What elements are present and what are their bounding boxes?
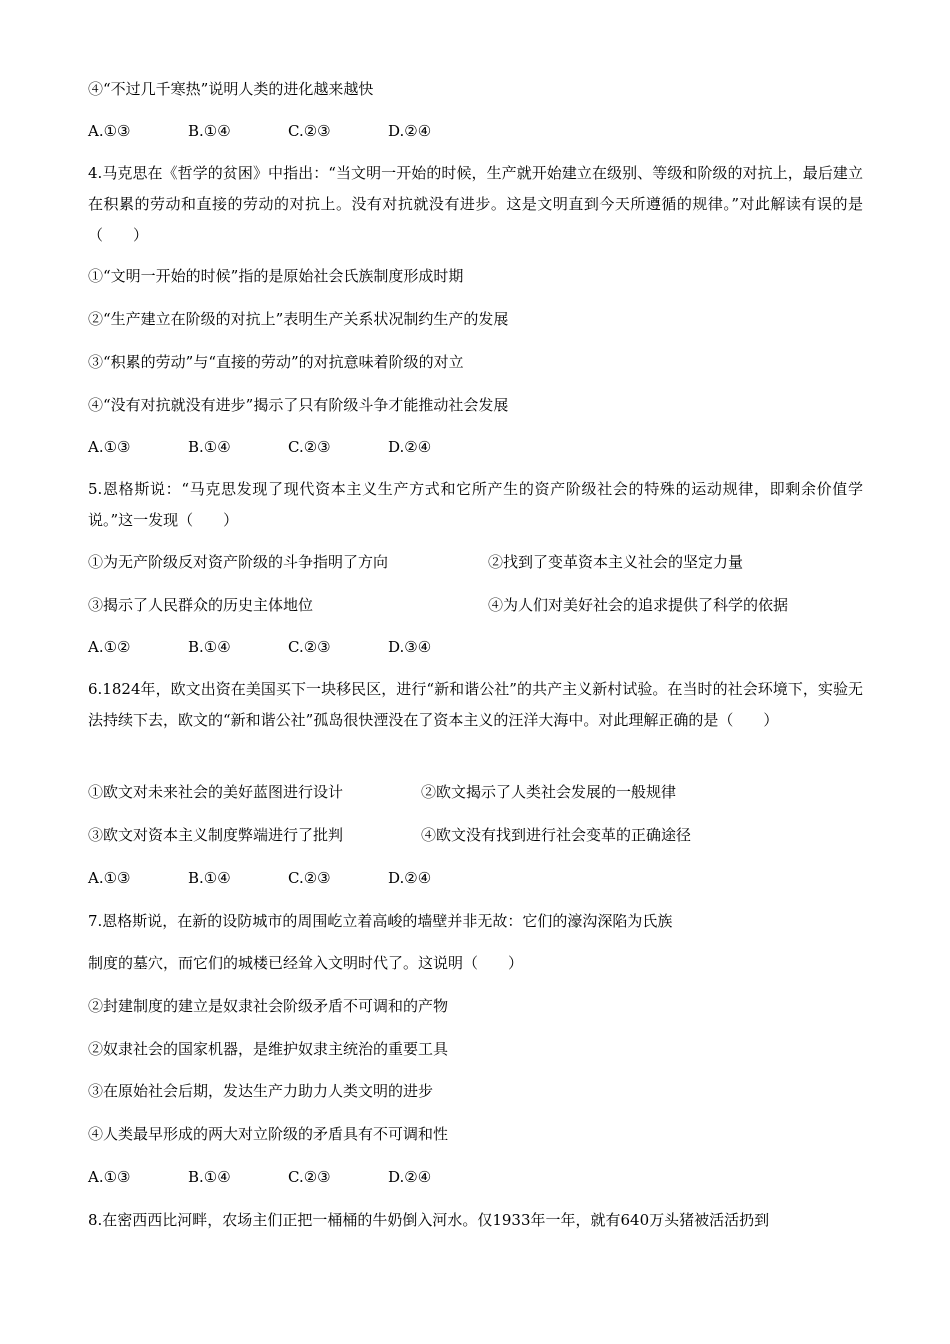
statement-right: ②找到了变革资本主义社会的坚定力量 xyxy=(488,553,744,571)
question-7-line-2: 制度的墓穴，而它们的城楼已经耸入文明时代了。这说明（ ） xyxy=(88,954,524,972)
option-a: A.①③ xyxy=(88,1168,131,1186)
question-6: 6.1824年，欧文出资在美国买下一块移民区，进行“新和谐公社”的共产主义新村试验。在当时的社会环境下，实验无法持续下去，欧文的“新和谐公社”孤岛很快湮没在了资本主义的汪洋大海中。对此理解正确的是（ ） xyxy=(88,680,863,729)
statement-line: ②封建制度的建立是奴隶社会阶级矛盾不可调和的产物 xyxy=(88,997,449,1015)
statement-right: ④欧文没有找到进行社会变革的正确途径 xyxy=(421,826,692,844)
statement-line: ②“生产建立在阶级的对抗上”表明生产关系状况制约生产的发展 xyxy=(88,310,509,328)
statement-line: ②奴隶社会的国家机器，是维护奴隶主统治的重要工具 xyxy=(88,1040,449,1058)
option-b: B.①④ xyxy=(188,869,231,887)
statement-pair xyxy=(88,782,676,802)
statement-line: ④“不过几千寒热”说明人类的进化越来越快 xyxy=(88,80,374,98)
statement-pair xyxy=(88,595,788,615)
statement-left: ③欧文对资本主义制度弊端进行了批判 xyxy=(88,826,344,844)
answer-options xyxy=(88,868,488,888)
statement-line: ①“文明一开始的时候”指的是原始社会氏族制度形成时期 xyxy=(88,267,464,285)
option-d: D.②④ xyxy=(388,1168,432,1186)
statement-line: ④“没有对抗就没有进步”揭示了只有阶级斗争才能推动社会发展 xyxy=(88,396,509,414)
question-7-line-1: 7.恩格斯说，在新的设防城市的周围屹立着高峻的墙壁并非无故：它们的濠沟深陷为氏族 xyxy=(88,912,673,930)
answer-options xyxy=(88,121,488,141)
statement-line: ④人类最早形成的两大对立阶级的矛盾具有不可调和性 xyxy=(88,1125,449,1143)
answer-options xyxy=(88,437,488,457)
option-a: A.①② xyxy=(88,638,131,656)
option-c: C.②③ xyxy=(288,122,331,140)
option-d: D.②④ xyxy=(388,438,432,456)
statement-left: ①为无产阶级反对资产阶级的斗争指明了方向 xyxy=(88,553,389,571)
option-b: B.①④ xyxy=(188,122,231,140)
option-c: C.②③ xyxy=(288,869,331,887)
option-d: D.②④ xyxy=(388,869,432,887)
option-d: D.③④ xyxy=(388,638,432,656)
option-c: C.②③ xyxy=(288,438,331,456)
statement-line: ③在原始社会后期，发达生产力助力人类文明的进步 xyxy=(88,1082,434,1100)
option-a: A.①③ xyxy=(88,438,131,456)
option-d: D.②④ xyxy=(388,122,432,140)
question-4: 4.马克思在《哲学的贫困》中指出：“当文明一开始的时候，生产就开始建立在级别、等级和阶级的对抗上，最后建立在积累的劳动和直接的劳动的对抗上。没有对抗就没有进步。这是文明直到今天所遵循的规律。”对此解读有误的是（ ） xyxy=(88,164,863,244)
option-b: B.①④ xyxy=(188,1168,231,1186)
statement-pair xyxy=(88,825,691,845)
question-5: 5.恩格斯说：“马克思发现了现代资本主义生产方式和它所产生的资产阶级社会的特殊的运动规律，即剩余价值学说。”这一发现（ ） xyxy=(88,480,863,529)
answer-options xyxy=(88,1167,488,1187)
statement-left: ①欧文对未来社会的美好蓝图进行设计 xyxy=(88,783,344,801)
statement-line: ③“积累的劳动”与“直接的劳动”的对抗意味着阶级的对立 xyxy=(88,353,464,371)
option-b: B.①④ xyxy=(188,438,231,456)
statement-right: ②欧文揭示了人类社会发展的一般规律 xyxy=(421,783,677,801)
question-8-line-1: 8.在密西西比河畔，农场主们正把一桶桶的牛奶倒入河水。仅1933年一年，就有640万头猪被活活扔到 xyxy=(88,1211,770,1229)
option-a: A.①③ xyxy=(88,122,131,140)
statement-right: ④为人们对美好社会的追求提供了科学的依据 xyxy=(488,596,789,614)
statement-pair xyxy=(88,552,743,572)
option-c: C.②③ xyxy=(288,1168,331,1186)
option-b: B.①④ xyxy=(188,638,231,656)
statement-left: ③揭示了人民群众的历史主体地位 xyxy=(88,596,314,614)
option-c: C.②③ xyxy=(288,638,331,656)
option-a: A.①③ xyxy=(88,869,131,887)
answer-options xyxy=(88,637,488,657)
